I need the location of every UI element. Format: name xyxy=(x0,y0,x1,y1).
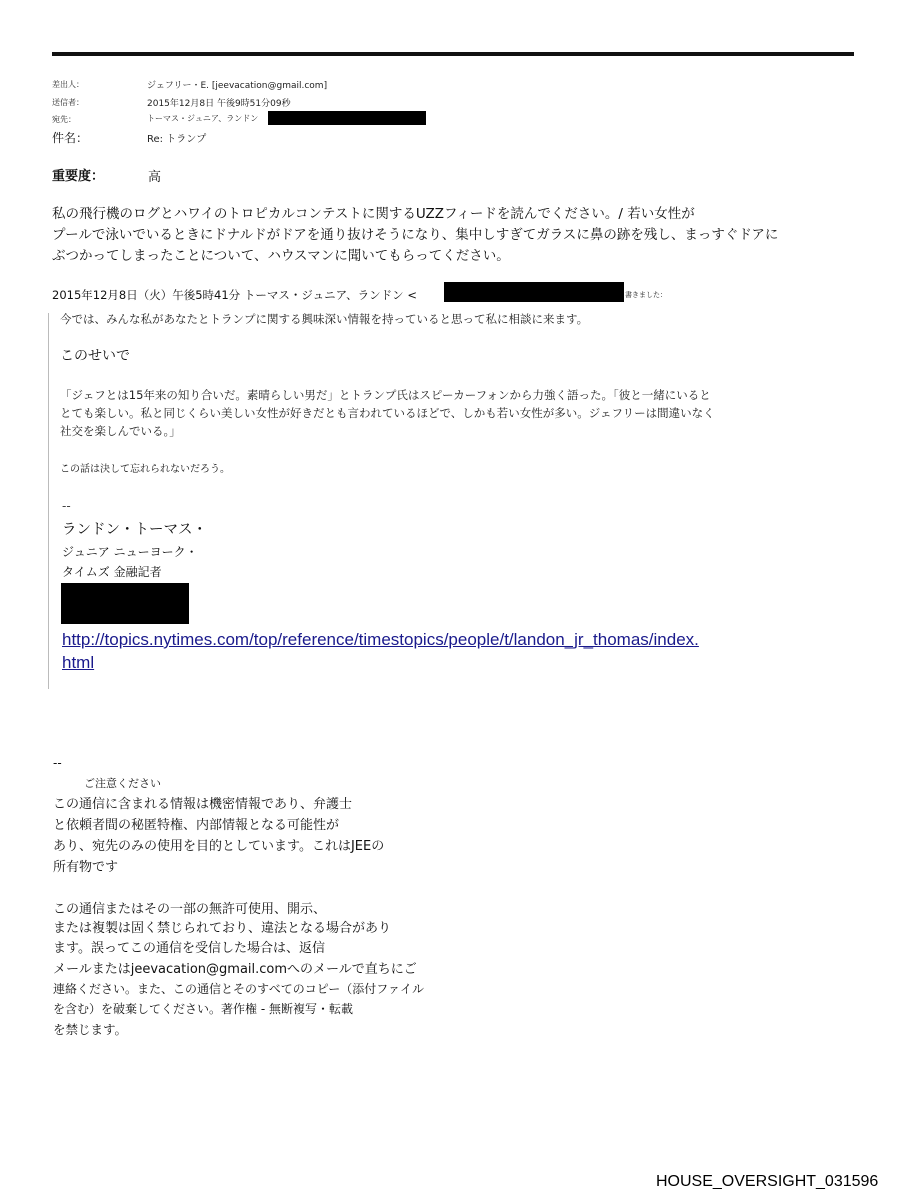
message-line-1: 私の飛行機のログとハワイのトロピカルコンテストに関するUZZフィードを読んでください。/ 若い女性が xyxy=(52,206,695,222)
to-value: トーマス・ジュニア、ランドン xyxy=(147,114,259,123)
disclaimer-dash: -- xyxy=(53,756,62,770)
to-label: 宛先： xyxy=(52,115,76,124)
sent-label: 送信者： xyxy=(52,98,84,107)
redaction-to-address xyxy=(268,111,426,125)
disclaimer-line-1: この通信に含まれる情報は機密情報であり、弁護士 xyxy=(53,797,353,812)
signature-line-3: タイムズ 金融記者 xyxy=(62,565,162,579)
redaction-signature-contact xyxy=(61,583,189,624)
importance-value: 高 xyxy=(148,170,162,185)
quote-line-3: 社交を楽しんでいる。」 xyxy=(60,424,181,438)
message-line-3: ぶつかってしまったことについて、ハウスマンに聞いてもらってください。 xyxy=(52,248,510,264)
disclaimer-line-11: を含む）を破棄してください。著作権 - 無断複写・転載 xyxy=(53,1002,353,1016)
disclaimer-line-3: あり、宛先のみの使用を目的としています。これはJEEの xyxy=(53,839,385,854)
sent-value: 2015年12月8日 午後9時51分09秒 xyxy=(147,99,291,109)
subject-label: 件名： xyxy=(52,131,89,145)
disclaimer-line-10: 連絡ください。また、この通信とそのすべてのコピー（添付ファイル xyxy=(53,982,425,996)
redaction-quoted-email xyxy=(444,282,624,302)
quote-bar xyxy=(48,313,49,689)
disclaimer-line-6: この通信またはその一部の無許可使用、開示、 xyxy=(53,902,327,917)
importance-label: 重要度： xyxy=(52,169,105,184)
signature-name: ランドン・トーマス・ xyxy=(62,522,207,538)
signature-dash: -- xyxy=(62,499,71,513)
disclaimer-line-8: ます。誤ってこの通信を受信した場合は、返信 xyxy=(53,941,325,956)
message-line-2: プールで泳いでいるときにドナルドがドアを通り抜けそうになり、集中しすぎてガラスに鼻の跡を残し、まっすぐドアに xyxy=(52,227,779,243)
disclaimer-line-2: と依頼者間の秘匿特権、内部情報となる可能性が xyxy=(53,818,340,833)
disclaimer-line-7: または複製は固く禁じられており、違法となる場合があり xyxy=(53,921,392,936)
quoted-heading: このせいで xyxy=(60,348,130,364)
disclaimer-line-12: を禁じます。 xyxy=(53,1022,128,1037)
disclaimer-line-4: 所有物です xyxy=(53,860,119,875)
quoted-closing: この話は決して忘れられないだろう。 xyxy=(60,464,230,475)
signature-line-2: ジュニア ニューヨーク・ xyxy=(62,545,198,559)
top-rule xyxy=(52,52,854,56)
from-label: 差出人： xyxy=(52,80,84,89)
quote-line-2: とても楽しい。私と同じくらい美しい女性が好きだとも言われているほどで、しかも若い女性が多い。ジェフリーは間違いなく xyxy=(60,406,715,420)
disclaimer-notice: ご注意ください xyxy=(84,777,161,790)
quoted-header-suffix: 書きました： xyxy=(625,291,667,299)
profile-link-line-2[interactable]: html xyxy=(62,653,95,672)
subject-value: Re: トランプ xyxy=(147,134,207,145)
quoted-header: 2015年12月8日（火）午後5時41分 トーマス・ジュニア、ランドン < xyxy=(52,288,417,302)
quoted-intro: 今では、みんな私があなたとトランプに関する興味深い情報を持っていると思って私に相談に来ます。 xyxy=(60,312,589,326)
disclaimer-line-9: メールまたはjeevacation@gmail.comへのメールで直ちにご xyxy=(53,962,417,977)
profile-link-line-1[interactable]: http://topics.nytimes.com/top/reference/timestopics/people/t/landon_jr_thomas/index. xyxy=(62,630,699,649)
from-value: ジェフリー・E. [jeevacation@gmail.com] xyxy=(147,81,328,91)
bates-number: HOUSE_OVERSIGHT_031596 xyxy=(656,1173,879,1190)
quote-line-1: 「ジェフとは15年来の知り合いだ。素晴らしい男だ」とトランプ氏はスピーカーフォンから力強く語った。「彼と一緒にいると xyxy=(60,388,711,402)
